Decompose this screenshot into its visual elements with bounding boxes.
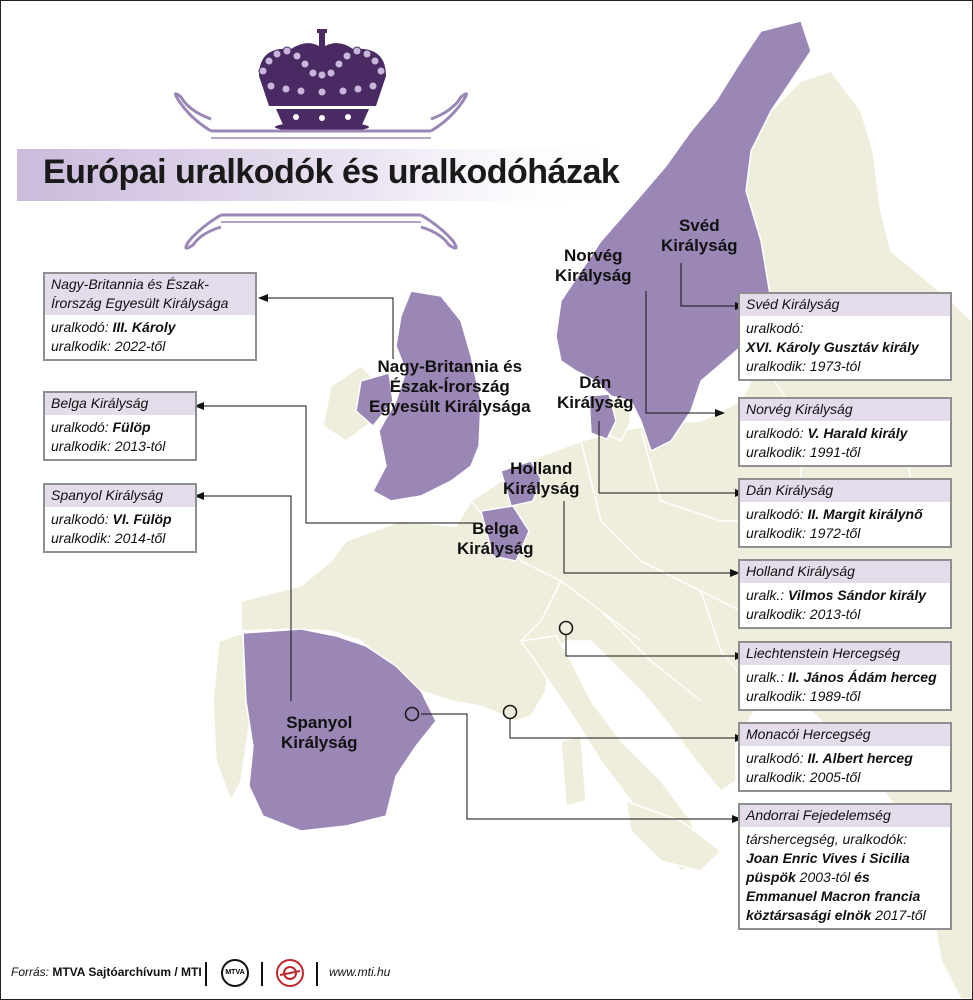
reign-since-1: 2003-tól — [799, 869, 851, 885]
box-header: Holland Királyság — [740, 561, 950, 583]
mtva-logo — [221, 959, 249, 987]
mti-logo-icon — [278, 961, 302, 985]
box-header: Monacói Hercegség — [740, 724, 950, 746]
reign-since: uralkodik: 1991-től — [746, 444, 861, 460]
source-name: MTVA Sajtóarchívum / MTI — [52, 965, 202, 979]
box-body — [45, 415, 195, 459]
box-body — [740, 583, 950, 627]
info-box-sweden — [738, 292, 952, 381]
ruler-name-2: Emmanuel Macron francia köztársasági elnök — [746, 888, 921, 923]
info-box-norway — [738, 397, 952, 467]
box-body — [740, 316, 950, 379]
ruler-label: uralkodó: — [746, 320, 804, 336]
ruler-label: uralkodó: — [746, 750, 804, 766]
map-label-spain: Spanyol Királyság — [281, 713, 358, 752]
info-box-liechtenstein — [738, 641, 952, 711]
map-label-uk: Nagy-Britannia és Észak-Írország Egyesült Királysága — [369, 357, 531, 416]
source-credit — [11, 965, 202, 979]
box-header: Spanyol Királyság — [45, 485, 195, 507]
footer-divider — [316, 962, 318, 986]
box-body — [740, 421, 950, 465]
ruler-name: Fülöp — [112, 419, 151, 435]
reign-since-2: 2017-től — [875, 907, 926, 923]
mtva-logo-text: MTVA — [225, 969, 245, 976]
box-header: Dán Királyság — [740, 480, 950, 502]
info-box-denmark — [738, 478, 952, 548]
map-label-norway: Norvég Királyság — [555, 246, 632, 285]
ruler-name: II. János Ádám herceg — [788, 669, 937, 685]
title-flourish-bottom — [186, 215, 456, 248]
co-princes-intro: társhercegség, uralkodók: — [746, 831, 908, 847]
ruler-label: uralkodó: — [51, 419, 109, 435]
box-header: Svéd Királyság — [740, 294, 950, 316]
reign-since: uralkodik: 2013-tól — [746, 606, 861, 622]
page-title: Európai uralkodók és uralkodóházak — [43, 153, 620, 191]
info-box-andorra — [738, 803, 952, 930]
map-label-sweden: Svéd Királyság — [661, 216, 738, 255]
ruler-label: uralkodó: — [746, 506, 804, 522]
reign-since: uralkodik: 1989-től — [746, 688, 861, 704]
crown-icon — [259, 29, 386, 132]
info-box-belgium — [43, 391, 197, 461]
footer-divider — [261, 962, 263, 986]
box-body — [740, 665, 950, 709]
source-label: Forrás: — [11, 965, 50, 979]
ruler-name: III. Károly — [112, 319, 176, 335]
reign-since: uralkodik: 2014-től — [51, 530, 166, 546]
ruler-name: II. Margit királynő — [807, 506, 923, 522]
reign-since: uralkodik: 1972-től — [746, 525, 861, 541]
ruler-name: V. Harald király — [807, 425, 908, 441]
reign-since: uralkodik: 2022-től — [51, 338, 166, 354]
ruler-label: uralkodó: — [51, 319, 109, 335]
reign-since: uralkodik: 1973-tól — [746, 358, 861, 374]
footer-divider — [205, 962, 207, 986]
map-label-denmark: Dán Királyság — [557, 373, 634, 412]
box-body — [740, 502, 950, 546]
box-header: Nagy-Britannia és Észak- Írország Egyesült Királysága — [45, 274, 255, 315]
ruler-name-1: Joan Enric Vives i Sicilia püspök — [746, 850, 910, 885]
mti-logo — [276, 959, 304, 987]
website-url[interactable]: www.mti.hu — [329, 965, 391, 979]
ruler-label: uralkodó: — [51, 511, 109, 527]
map-label-belgium: Belga Királyság — [457, 519, 534, 558]
conjunction: és — [854, 869, 870, 885]
reign-since: uralkodik: 2005-től — [746, 769, 861, 785]
info-box-uk — [43, 272, 257, 361]
ruler-name: Vilmos Sándor király — [788, 587, 926, 603]
box-header: Belga Királyság — [45, 393, 195, 415]
ruler-name: VI. Fülöp — [112, 511, 172, 527]
box-body — [740, 746, 950, 790]
info-box-spain — [43, 483, 197, 553]
box-body — [45, 507, 195, 551]
box-header: Liechtenstein Hercegség — [740, 643, 950, 665]
box-body — [45, 315, 255, 359]
map-label-netherlands: Holland Királyság — [503, 459, 580, 498]
ruler-label: uralkodó: — [746, 425, 804, 441]
ruler-label: uralk.: — [746, 669, 785, 685]
ruler-name: II. Albert herceg — [807, 750, 913, 766]
info-box-monaco — [738, 722, 952, 792]
box-header: Norvég Királyság — [740, 399, 950, 421]
ruler-label: uralk.: — [746, 587, 785, 603]
box-header: Andorrai Fejedelemség — [740, 805, 950, 827]
ruler-name: XVI. Károly Gusztáv király — [746, 339, 919, 355]
reign-since: uralkodik: 2013-tól — [51, 438, 166, 454]
info-box-netherlands — [738, 559, 952, 629]
box-body — [740, 827, 950, 928]
